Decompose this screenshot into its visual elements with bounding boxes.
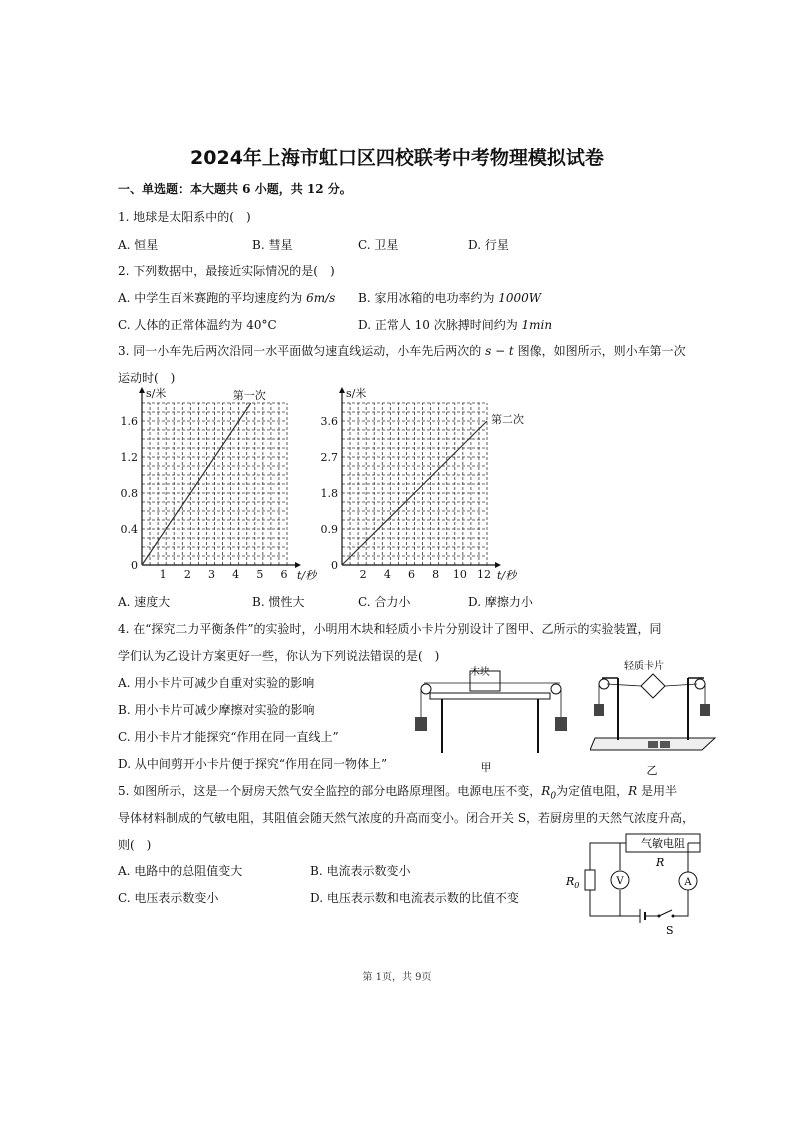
figure-yi-apparatus: [590, 658, 720, 780]
wood-block-label: 木块: [470, 667, 490, 678]
q1-option-a: A. 恒星: [118, 238, 159, 252]
weight-left: [594, 704, 604, 716]
q2-option-a: A. 中学生百米赛跑的平均速度约为 6m/s: [118, 291, 336, 305]
q4-option-d: D. 从中间剪开小卡片便于探究“作用在同一物体上”: [118, 757, 388, 771]
light-card: [641, 674, 665, 698]
q5-option-d: D. 电压表示数和电流表示数的比值不变: [310, 891, 519, 905]
question-5-stem-end: 则( ): [118, 838, 152, 852]
y-tick-label: 0.4: [120, 523, 138, 536]
question-1-stem: 1. 地球是太阳系中的( ): [118, 210, 251, 224]
y-tick-label: 1.6: [120, 415, 138, 428]
q1-option-d: D. 行星: [468, 238, 509, 252]
q3-option-d: D. 摩擦力小: [468, 595, 533, 609]
pulley-left: [421, 684, 431, 694]
x-tick-label: 2: [183, 568, 191, 581]
x-tick-label: 2: [359, 568, 367, 581]
y-axis-label: s/米: [346, 387, 367, 400]
circuit-diagram: [560, 832, 720, 937]
question-3-stem: 3. 同一小车先后两次沿同一水平面做匀速直线运动，小车先后两次的 s − t 图像，如图所示，则小车第一次: [118, 344, 686, 358]
q4-option-b: B. 用小卡片可减少摩擦对实验的影响: [118, 703, 315, 717]
q2-option-d: D. 正常人 10 次脉搏时间约为 1min: [358, 318, 553, 332]
origin-label: 0: [131, 559, 138, 572]
ammeter-label: A: [684, 877, 692, 888]
pulley-right: [551, 684, 561, 694]
y-axis-arrow: [139, 387, 145, 393]
resistor-r-label: R: [656, 856, 665, 869]
x-tick-label: 5: [256, 568, 264, 581]
x-tick-label: 3: [208, 568, 215, 581]
figure-jia-caption: 甲: [480, 761, 492, 774]
x-tick-label: 4: [232, 568, 240, 581]
q3-option-a: A. 速度大: [118, 595, 171, 609]
switch: [659, 910, 672, 916]
x-axis-label: t/秒: [497, 569, 517, 582]
x-tick-label: 6: [408, 568, 415, 581]
x-axis-arrow: [495, 562, 501, 568]
q2-option-b: B. 家用冰箱的电功率约为 1000W: [358, 291, 542, 305]
q5-option-a: A. 电路中的总阻值变大: [118, 864, 243, 878]
voltmeter-label: V: [616, 876, 624, 887]
question-5-stem: 5. 如图所示，这是一个厨房天然气安全监控的部分电路原理图。电源电压不变，$R_0$为定值电阻，R 是用半: [118, 784, 677, 802]
page-footer: 第 1页，共 9页: [362, 972, 432, 983]
section-heading: 一、单选题：本大题共 6 小题，共 12 分。: [118, 182, 352, 196]
st-chart-first: [121, 386, 319, 582]
x-tick-label: 1: [159, 568, 167, 581]
weight-right: [700, 704, 710, 716]
r0-label: $R_0$: [566, 875, 580, 890]
question-4-stem-cont: 学们认为乙设计方案更好一些，你认为下列说法错误的是( ): [118, 649, 440, 663]
x-tick-label: 8: [432, 568, 440, 581]
question-2-stem: 2. 下列数据中，最接近实际情况的是( ): [118, 264, 335, 278]
q4-option-a: A. 用小卡片可减少自重对实验的影响: [118, 676, 315, 690]
y-tick-label: 1.8: [320, 487, 338, 500]
question-4-stem: 4. 在“探究二力平衡条件”的实验时，小明用木块和轻质小卡片分别设计了图甲、乙所示的实验装置，同: [118, 622, 662, 636]
x-tick-label: 6: [280, 568, 288, 581]
y-tick-label: 1.2: [120, 451, 138, 464]
q4-option-c: C. 用小卡片才能探究“作用在同一直线上”: [118, 730, 339, 744]
q2-option-c: C. 人体的正常体温约为 40°C: [118, 318, 277, 332]
y-tick-label: 3.6: [320, 415, 338, 428]
series-label: 第二次: [491, 413, 524, 426]
q5-option-b: B. 电流表示数变小: [310, 864, 411, 878]
origin-label: 0: [331, 559, 338, 572]
q1-option-b: B. 彗星: [252, 238, 293, 252]
x-tick-label: 10: [452, 568, 467, 581]
q3-option-c: C. 合力小: [358, 595, 411, 609]
card-label: 轻质卡片: [624, 661, 664, 672]
st-graphs: [110, 385, 530, 590]
x-tick-label: 4: [383, 568, 391, 581]
weight-right: [555, 717, 567, 731]
y-axis-label: s/米: [146, 387, 167, 400]
q5-option-c: C. 电压表示数变小: [118, 891, 219, 905]
q3-option-b: B. 惯性大: [252, 595, 305, 609]
y-tick-label: 0.8: [120, 487, 138, 500]
x-tick-label: 12: [477, 568, 491, 581]
y-tick-label: 2.7: [320, 451, 338, 464]
page-title: 2024年上海市虹口区四校联考中考物理模拟试卷: [190, 147, 604, 169]
st-chart-second: [321, 386, 525, 582]
q1-option-c: C. 卫星: [358, 238, 399, 252]
switch-label: S: [666, 924, 674, 937]
weight-left: [415, 717, 427, 731]
series-label: 第一次: [232, 389, 266, 402]
x-axis-arrow: [295, 562, 301, 568]
figure-jia-apparatus: [410, 665, 580, 775]
question-3-stem-cont: 运动时( ): [118, 371, 176, 385]
y-tick-label: 0.9: [320, 523, 338, 536]
question-5-stem-cont: 导体材料制成的气敏电阻，其阻值会随天然气浓度的升高而变小。闭合开关 S，若厨房里的天然气浓度升高，: [118, 811, 695, 825]
gas-sensor-label: 气敏电阻: [641, 837, 685, 850]
y-axis-arrow: [339, 387, 345, 393]
figure-yi-caption: 乙: [646, 764, 658, 777]
fixed-resistor-r0: [585, 870, 595, 890]
x-axis-label: t/秒: [297, 569, 317, 582]
